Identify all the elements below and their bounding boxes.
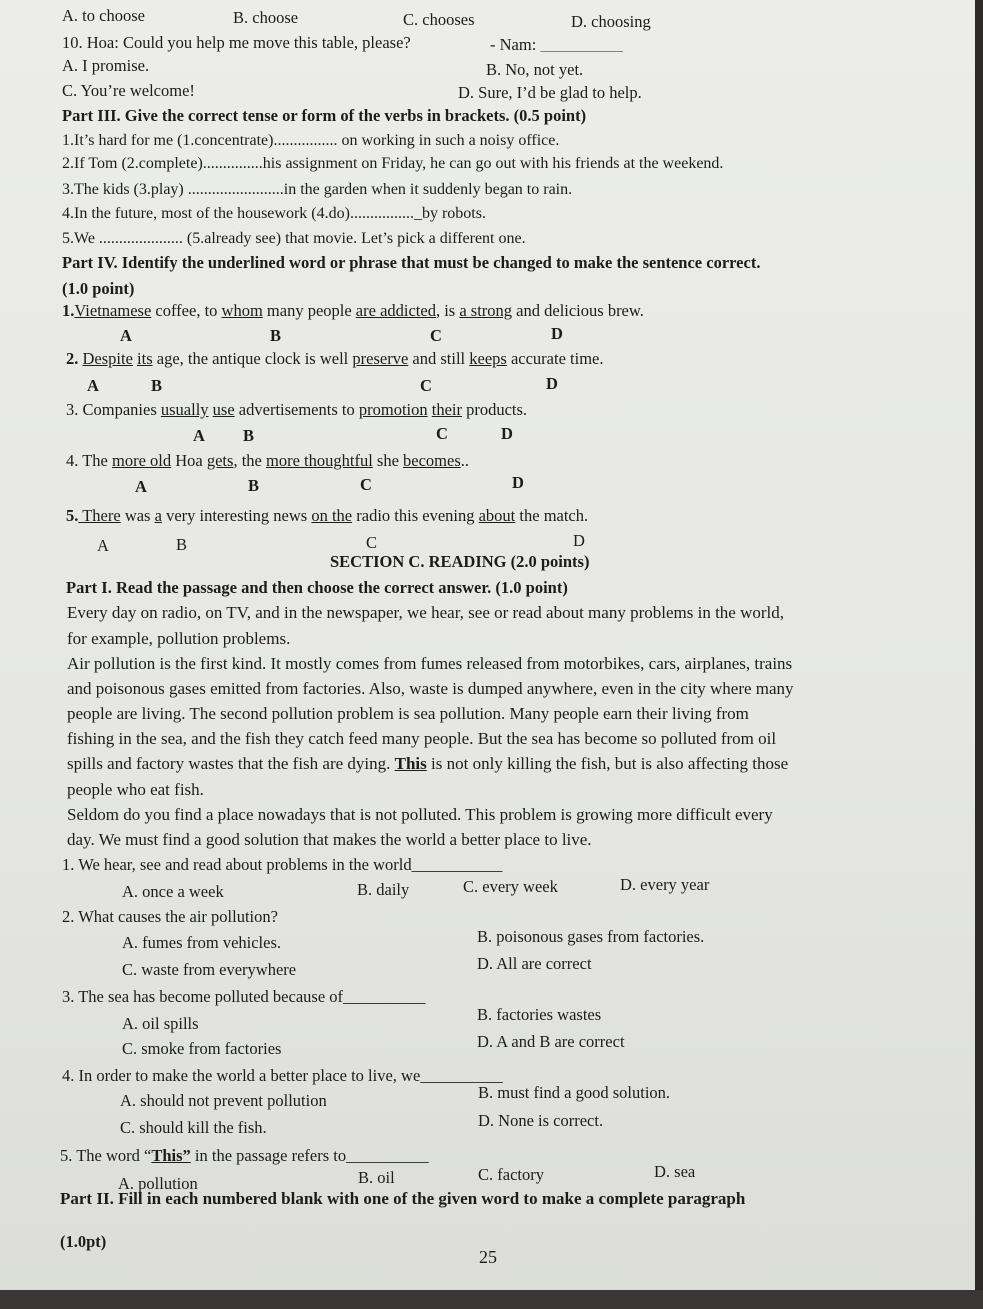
s5-letter-b: B <box>176 535 188 554</box>
s1-text-2: many people <box>262 301 356 320</box>
reading-q1-c: C. every week <box>463 877 558 896</box>
s2-text-2: age, the antique clock is well <box>152 349 353 368</box>
s5-text-4: the match. <box>515 506 589 525</box>
s2-underline-c: preserve <box>352 349 409 368</box>
part3-item-1: 1.It’s hard for me (1.concentrate)................ on working in such a noisy office. <box>62 132 560 149</box>
reading-q3 <box>62 987 426 1007</box>
passage-line-2: for example, pollution problems. <box>67 629 291 648</box>
reading-q4-a: A. should not prevent pollution <box>120 1091 327 1110</box>
reading-q4 <box>62 1066 503 1086</box>
q9-option-b: B. choose <box>233 8 299 27</box>
reading-q3-b: B. factories wastes <box>477 1005 602 1024</box>
reading-q5 <box>60 1146 429 1166</box>
reading-q5-word: This” <box>151 1146 191 1165</box>
reading-q2-b: B. poisonous gases from factories. <box>477 927 705 946</box>
reading-q2: 2. What causes the air pollution? <box>62 907 278 926</box>
reading-q3-text: 3. The sea has become polluted because of <box>62 987 344 1006</box>
reading-q4-b: B. must find a good solution. <box>478 1083 671 1102</box>
s5-text-1: was <box>120 506 155 525</box>
part3-heading: Part III. Give the correct tense or form of the verbs in brackets. (0.5 point) <box>62 106 587 125</box>
q10-option-a: A. I promise. <box>62 56 150 75</box>
s2-letter-a: A <box>87 376 99 395</box>
passage-this-word: This <box>394 754 427 773</box>
reading-q1-b: B. daily <box>357 880 410 899</box>
q9-option-d: D. choosing <box>571 12 651 31</box>
reading-q3-a: A. oil spills <box>122 1014 199 1033</box>
s4-text-3: she <box>372 451 404 470</box>
reading-q4-d: D. None is correct. <box>478 1111 604 1130</box>
reading-q5-pre: 5. The word “ <box>60 1146 152 1165</box>
s2-letter-b: B <box>151 376 163 395</box>
s1-text-1: coffee, to <box>151 301 222 320</box>
q9-option-c: C. chooses <box>403 10 475 29</box>
s3-text-2: advertisements to <box>234 400 359 419</box>
reading-heading: Part I. Read the passage and then choose the correct answer. (1.0 point) <box>66 578 568 597</box>
part4-sentence-2 <box>66 349 603 369</box>
s2-underline-b: its <box>137 349 153 368</box>
s5-underline-a: There <box>78 506 121 525</box>
q10-reply-label: - Nam: <box>490 35 541 54</box>
reading-q4-blank: __________ <box>420 1066 503 1085</box>
reading-q3-blank: __________ <box>343 987 426 1006</box>
part3-item-4: 4.In the future, most of the housework (4.do)................_by robots. <box>62 205 486 222</box>
part4-sentence-1 <box>62 301 644 321</box>
q10-question <box>62 33 411 53</box>
passage-line-7-pre: spills and factory wastes that the fish are dying. <box>67 754 395 773</box>
reading-q1-a: A. once a week <box>122 882 224 901</box>
s3-underline-c: promotion <box>358 400 428 419</box>
s2-letter-d: D <box>546 374 558 393</box>
s4-underline-c: more thoughtful <box>266 451 373 470</box>
s4-letter-c: C <box>360 475 372 494</box>
s1-letter-c: C <box>430 326 442 345</box>
s5-text-2: very interesting news <box>161 506 312 525</box>
s3-letter-b: B <box>243 426 255 445</box>
s3-letter-c: C <box>436 424 448 443</box>
reading-q5-post: in the passage refers to <box>190 1146 347 1165</box>
section-c-title: SECTION C. READING (2.0 points) <box>330 552 590 571</box>
part2-heading: Part II. Fill in each numbered blank with one of the given word to make a complete paragraph <box>60 1189 746 1208</box>
s3-underline-a: usually <box>160 400 209 419</box>
q10-option-c: C. You’re welcome! <box>62 81 195 100</box>
reading-q1-text: 1. We hear, see and read about problems in the world <box>62 855 412 874</box>
reading-q5-c: C. factory <box>478 1165 544 1184</box>
passage-line-1: Every day on radio, on TV, and in the newspaper, we hear, see or read about many problems in the world, <box>67 603 784 622</box>
passage-line-7 <box>67 754 788 774</box>
reading-q2-a: A. fumes from vehicles. <box>122 933 281 952</box>
s5-letter-a: A <box>97 536 109 555</box>
reading-q5-d: D. sea <box>654 1162 696 1181</box>
reading-q3-d: D. A and B are correct <box>477 1032 625 1051</box>
q9-option-a: A. to choose <box>62 6 145 25</box>
reading-q4-text: 4. In order to make the world a better place to live, we <box>62 1066 421 1085</box>
q10-blank: _______________ <box>540 41 623 53</box>
reading-q5-blank: __________ <box>346 1146 429 1165</box>
passage-line-6: fishing in the sea, and the fish they catch feed many people. But the sea has become so polluted from oil <box>67 729 777 748</box>
s4-number: 4. The <box>66 451 112 470</box>
s4-underline-b: gets <box>206 451 234 470</box>
s1-letter-a: A <box>120 326 132 345</box>
reading-q4-c: C. should kill the fish. <box>120 1118 267 1137</box>
passage-line-9: Seldom do you find a place nowadays that is not polluted. This problem is growing more difficult every <box>67 805 773 824</box>
s3-number: 3. Companies <box>66 400 161 419</box>
s3-underline-b: use <box>212 400 235 419</box>
s3-letter-d: D <box>501 424 513 443</box>
part3-item-2: 2.If Tom (2.complete)...............his assignment on Friday, he can go out with his friends at the weekend. <box>62 155 724 172</box>
page-number: 25 <box>479 1247 497 1267</box>
passage-line-5: people are living. The second pollution problem is sea pollution. Many people earn their living from <box>67 704 749 723</box>
s2-letter-c: C <box>420 376 432 395</box>
s5-letter-d: D <box>573 531 585 550</box>
s1-underline-b: whom <box>221 301 263 320</box>
s4-letter-b: B <box>248 476 260 495</box>
q10-question-text: 10. Hoa: Could you help me move this table, please? <box>62 33 411 52</box>
reading-q1-blank: ___________ <box>411 855 503 874</box>
s1-text-3: , is <box>435 301 460 320</box>
s4-letter-d: D <box>512 473 524 492</box>
passage-line-10: day. We must find a good solution that makes the world a better place to live. <box>67 830 592 849</box>
s3-underline-d: their <box>431 400 462 419</box>
s4-letter-a: A <box>135 477 147 496</box>
reading-q1-d: D. every year <box>620 875 710 894</box>
reading-q2-c: C. waste from everywhere <box>122 960 297 979</box>
s1-underline-d: a strong <box>459 301 513 320</box>
part4-heading: Part IV. Identify the underlined word or phrase that must be changed to make the sentence correct. <box>62 253 761 272</box>
reading-q3-c: C. smoke from factories <box>122 1039 282 1058</box>
s5-text-3: radio this evening <box>352 506 479 525</box>
q10-option-b: B. No, not yet. <box>486 60 584 79</box>
reading-q1 <box>62 855 502 875</box>
s5-letter-c: C <box>366 533 378 552</box>
passage-line-8: people who eat fish. <box>67 780 204 799</box>
s4-text-4: .. <box>460 451 470 470</box>
s3-letter-a: A <box>193 426 205 445</box>
part4-sentence-3 <box>66 400 527 420</box>
s5-underline-b: a <box>154 506 162 525</box>
s1-letter-d: D <box>551 324 563 343</box>
passage-line-3: Air pollution is the first kind. It mostly comes from fumes released from motorbikes, cars, airplanes, trains <box>67 654 793 673</box>
reading-q5-a: A. pollution <box>118 1174 198 1193</box>
reading-q5-b: B. oil <box>358 1168 395 1187</box>
passage-line-4: and poisonous gases emitted from factories. Also, waste is dumped anywhere, even in the city where many <box>67 679 794 698</box>
s5-underline-d: about <box>478 506 516 525</box>
s1-number: 1. <box>62 301 75 320</box>
s4-text-1: Hoa <box>171 451 207 470</box>
s1-underline-a: Vietnamese <box>74 301 152 320</box>
background-edge <box>0 1290 983 1309</box>
passage-line-7-post: is not only killing the fish, but is also affecting those <box>426 754 789 773</box>
s4-underline-d: becomes <box>403 451 461 470</box>
s4-underline-a: more old <box>111 451 172 470</box>
s1-underline-c: are addicted <box>355 301 436 320</box>
s2-underline-d: keeps <box>469 349 507 368</box>
s2-text-4: accurate time. <box>506 349 604 368</box>
s2-text-3: and still <box>408 349 470 368</box>
s2-underline-a: Despite <box>82 349 133 368</box>
s4-text-2: , the <box>233 451 266 470</box>
s5-underline-c: on the <box>311 506 353 525</box>
part3-item-3: 3.The kids (3.play) ........................in the garden when it suddenly began to rain. <box>62 181 573 198</box>
part4-sentence-4 <box>66 451 469 471</box>
s3-text-4: products. <box>461 400 528 419</box>
q10-option-d: D. Sure, I’d be glad to help. <box>458 83 642 102</box>
part4-points: (1.0 point) <box>62 279 135 298</box>
s2-number: 2. <box>66 349 83 368</box>
part3-item-5: 5.We ..................... (5.already see) that movie. Let’s pick a different one. <box>62 230 526 247</box>
part4-sentence-5 <box>66 506 588 526</box>
s1-letter-b: B <box>270 326 282 345</box>
q10-reply <box>490 35 623 57</box>
part2-points: (1.0pt) <box>60 1232 107 1251</box>
reading-q2-d: D. All are correct <box>477 954 592 973</box>
s5-number: 5. <box>66 506 79 525</box>
s1-text-4: and delicious brew. <box>512 301 644 320</box>
